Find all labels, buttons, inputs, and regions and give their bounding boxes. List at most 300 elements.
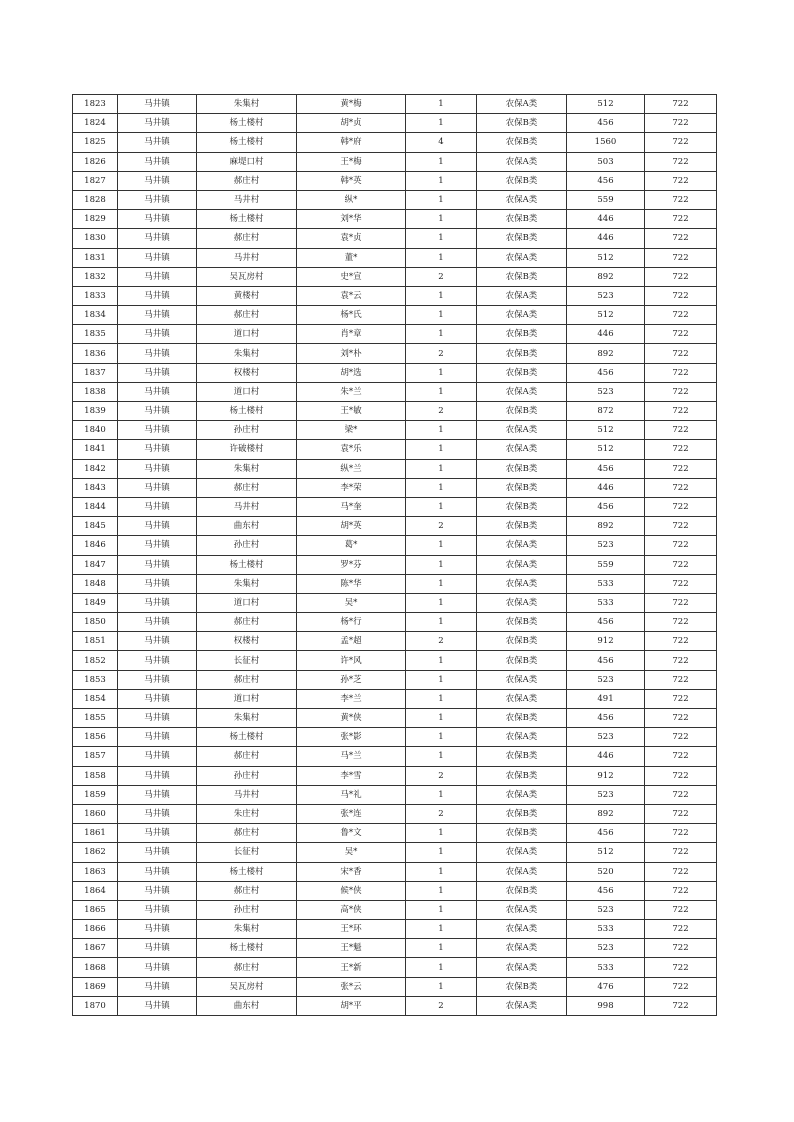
cell-name: 许*风 — [297, 651, 406, 670]
cell-standard: 722 — [645, 229, 717, 248]
cell-amount: 912 — [567, 766, 645, 785]
cell-name: 袁*乐 — [297, 440, 406, 459]
cell-name: 候*侠 — [297, 881, 406, 900]
cell-name: 韩*府 — [297, 133, 406, 152]
cell-insurance-category: 农保A类 — [477, 306, 567, 325]
cell-standard: 722 — [645, 824, 717, 843]
cell-standard: 722 — [645, 593, 717, 612]
cell-town: 马井镇 — [118, 689, 197, 708]
cell-amount: 892 — [567, 267, 645, 286]
cell-village: 孙庄村 — [197, 421, 297, 440]
cell-amount: 503 — [567, 152, 645, 171]
cell-amount: 456 — [567, 497, 645, 516]
cell-standard: 722 — [645, 210, 717, 229]
cell-town: 马井镇 — [118, 632, 197, 651]
cell-name: 王*敏 — [297, 402, 406, 421]
cell-household-size: 1 — [406, 593, 477, 612]
cell-household-size: 2 — [406, 632, 477, 651]
cell-town: 马井镇 — [118, 843, 197, 862]
cell-village: 道口村 — [197, 593, 297, 612]
cell-amount: 892 — [567, 804, 645, 823]
cell-amount: 456 — [567, 171, 645, 190]
cell-insurance-category: 农保B类 — [477, 325, 567, 344]
table-row — [73, 229, 717, 248]
cell-village: 杨土楼村 — [197, 939, 297, 958]
cell-village: 杨土楼村 — [197, 402, 297, 421]
cell-standard: 722 — [645, 862, 717, 881]
table-row — [73, 900, 717, 919]
cell-village: 权楼村 — [197, 363, 297, 382]
cell-town: 马井镇 — [118, 766, 197, 785]
cell-village: 郝庄村 — [197, 747, 297, 766]
cell-insurance-category: 农保A类 — [477, 996, 567, 1015]
cell-town: 马井镇 — [118, 248, 197, 267]
table-row — [73, 95, 717, 114]
cell-standard: 722 — [645, 459, 717, 478]
cell-town: 马井镇 — [118, 728, 197, 747]
cell-standard: 722 — [645, 785, 717, 804]
cell-name: 王*环 — [297, 920, 406, 939]
cell-name: 吴* — [297, 593, 406, 612]
table-row — [73, 709, 717, 728]
cell-village: 郝庄村 — [197, 478, 297, 497]
cell-household-size: 1 — [406, 286, 477, 305]
records-table-body — [73, 95, 717, 1016]
cell-amount: 533 — [567, 920, 645, 939]
cell-standard: 722 — [645, 382, 717, 401]
cell-household-size: 2 — [406, 766, 477, 785]
cell-standard: 722 — [645, 402, 717, 421]
cell-village: 吴瓦房村 — [197, 267, 297, 286]
cell-insurance-category: 农保B类 — [477, 651, 567, 670]
cell-household-size: 1 — [406, 114, 477, 133]
cell-standard: 722 — [645, 747, 717, 766]
cell-amount: 533 — [567, 574, 645, 593]
cell-town: 马井镇 — [118, 286, 197, 305]
cell-insurance-category: 农保A类 — [477, 862, 567, 881]
cell-insurance-category: 农保A类 — [477, 286, 567, 305]
records-table — [72, 94, 717, 1016]
cell-amount: 491 — [567, 689, 645, 708]
cell-row-number: 1858 — [73, 766, 118, 785]
cell-household-size: 1 — [406, 459, 477, 478]
cell-insurance-category: 农保B类 — [477, 517, 567, 536]
cell-standard: 722 — [645, 248, 717, 267]
cell-town: 马井镇 — [118, 171, 197, 190]
cell-household-size: 1 — [406, 709, 477, 728]
cell-standard: 722 — [645, 421, 717, 440]
table-row — [73, 593, 717, 612]
cell-insurance-category: 农保B类 — [477, 766, 567, 785]
cell-standard: 722 — [645, 843, 717, 862]
table-row — [73, 478, 717, 497]
cell-name: 杨*行 — [297, 613, 406, 632]
cell-amount: 912 — [567, 632, 645, 651]
cell-town: 马井镇 — [118, 517, 197, 536]
cell-amount: 476 — [567, 977, 645, 996]
cell-village: 道口村 — [197, 689, 297, 708]
cell-amount: 456 — [567, 824, 645, 843]
cell-insurance-category: 农保A类 — [477, 440, 567, 459]
cell-village: 道口村 — [197, 325, 297, 344]
cell-name: 胡*英 — [297, 517, 406, 536]
cell-name: 胡*平 — [297, 996, 406, 1015]
table-row — [73, 747, 717, 766]
cell-village: 朱集村 — [197, 95, 297, 114]
cell-standard: 722 — [645, 114, 717, 133]
table-row — [73, 804, 717, 823]
cell-village: 长征村 — [197, 843, 297, 862]
cell-amount: 512 — [567, 95, 645, 114]
cell-row-number: 1847 — [73, 555, 118, 574]
cell-row-number: 1837 — [73, 363, 118, 382]
cell-row-number: 1867 — [73, 939, 118, 958]
cell-household-size: 1 — [406, 171, 477, 190]
cell-village: 杨土楼村 — [197, 210, 297, 229]
cell-town: 马井镇 — [118, 306, 197, 325]
cell-village: 郝庄村 — [197, 306, 297, 325]
cell-standard: 722 — [645, 152, 717, 171]
cell-name: 刘*华 — [297, 210, 406, 229]
cell-amount: 523 — [567, 939, 645, 958]
cell-village: 郝庄村 — [197, 613, 297, 632]
cell-household-size: 1 — [406, 478, 477, 497]
cell-insurance-category: 农保B类 — [477, 171, 567, 190]
cell-row-number: 1849 — [73, 593, 118, 612]
cell-household-size: 1 — [406, 421, 477, 440]
cell-household-size: 2 — [406, 344, 477, 363]
cell-row-number: 1833 — [73, 286, 118, 305]
cell-village: 孙庄村 — [197, 766, 297, 785]
cell-insurance-category: 农保A类 — [477, 152, 567, 171]
cell-standard: 722 — [645, 286, 717, 305]
cell-standard: 722 — [645, 670, 717, 689]
cell-amount: 456 — [567, 459, 645, 478]
cell-household-size: 1 — [406, 785, 477, 804]
table-row — [73, 286, 717, 305]
cell-town: 马井镇 — [118, 996, 197, 1015]
cell-town: 马井镇 — [118, 958, 197, 977]
cell-standard: 722 — [645, 363, 717, 382]
cell-standard: 722 — [645, 536, 717, 555]
cell-amount: 446 — [567, 747, 645, 766]
cell-amount: 533 — [567, 593, 645, 612]
cell-insurance-category: 农保A类 — [477, 670, 567, 689]
cell-amount: 456 — [567, 651, 645, 670]
cell-insurance-category: 农保A类 — [477, 248, 567, 267]
cell-town: 马井镇 — [118, 152, 197, 171]
cell-amount: 456 — [567, 114, 645, 133]
cell-town: 马井镇 — [118, 593, 197, 612]
cell-amount: 456 — [567, 881, 645, 900]
table-row — [73, 574, 717, 593]
cell-standard: 722 — [645, 497, 717, 516]
table-row — [73, 171, 717, 190]
cell-name: 史*宣 — [297, 267, 406, 286]
cell-name: 张*连 — [297, 804, 406, 823]
cell-row-number: 1851 — [73, 632, 118, 651]
cell-village: 朱集村 — [197, 709, 297, 728]
cell-village: 马井村 — [197, 785, 297, 804]
cell-village: 郝庄村 — [197, 881, 297, 900]
cell-name: 袁*贞 — [297, 229, 406, 248]
cell-row-number: 1826 — [73, 152, 118, 171]
cell-household-size: 1 — [406, 843, 477, 862]
cell-household-size: 1 — [406, 977, 477, 996]
cell-household-size: 1 — [406, 881, 477, 900]
cell-name: 鲁*文 — [297, 824, 406, 843]
cell-village: 吴瓦房村 — [197, 977, 297, 996]
cell-row-number: 1866 — [73, 920, 118, 939]
cell-row-number: 1843 — [73, 478, 118, 497]
cell-name: 袁*云 — [297, 286, 406, 305]
cell-standard: 722 — [645, 133, 717, 152]
cell-household-size: 1 — [406, 382, 477, 401]
cell-insurance-category: 农保B类 — [477, 804, 567, 823]
table-row — [73, 363, 717, 382]
table-row — [73, 670, 717, 689]
cell-row-number: 1827 — [73, 171, 118, 190]
cell-household-size: 2 — [406, 804, 477, 823]
cell-household-size: 1 — [406, 920, 477, 939]
cell-amount: 892 — [567, 517, 645, 536]
cell-insurance-category: 农保A类 — [477, 728, 567, 747]
cell-town: 马井镇 — [118, 804, 197, 823]
table-row — [73, 497, 717, 516]
cell-household-size: 1 — [406, 747, 477, 766]
cell-standard: 722 — [645, 689, 717, 708]
cell-household-size: 1 — [406, 210, 477, 229]
cell-row-number: 1864 — [73, 881, 118, 900]
cell-standard: 722 — [645, 267, 717, 286]
cell-name: 马*奎 — [297, 497, 406, 516]
cell-village: 郝庄村 — [197, 958, 297, 977]
cell-town: 马井镇 — [118, 555, 197, 574]
cell-standard: 722 — [645, 900, 717, 919]
table-row — [73, 862, 717, 881]
cell-amount: 523 — [567, 536, 645, 555]
cell-insurance-category: 农保B类 — [477, 977, 567, 996]
cell-insurance-category: 农保A类 — [477, 574, 567, 593]
cell-row-number: 1862 — [73, 843, 118, 862]
cell-village: 马井村 — [197, 248, 297, 267]
table-row — [73, 728, 717, 747]
cell-name: 宋*香 — [297, 862, 406, 881]
cell-household-size: 1 — [406, 824, 477, 843]
cell-row-number: 1842 — [73, 459, 118, 478]
cell-household-size: 1 — [406, 497, 477, 516]
cell-household-size: 1 — [406, 190, 477, 209]
cell-row-number: 1865 — [73, 900, 118, 919]
cell-amount: 446 — [567, 210, 645, 229]
cell-insurance-category: 农保A类 — [477, 593, 567, 612]
cell-insurance-category: 农保A类 — [477, 785, 567, 804]
cell-name: 肖*章 — [297, 325, 406, 344]
cell-row-number: 1868 — [73, 958, 118, 977]
cell-town: 马井镇 — [118, 210, 197, 229]
cell-household-size: 1 — [406, 613, 477, 632]
cell-standard: 722 — [645, 440, 717, 459]
cell-household-size: 2 — [406, 517, 477, 536]
cell-village: 杨土楼村 — [197, 862, 297, 881]
cell-standard: 722 — [645, 766, 717, 785]
cell-standard: 722 — [645, 632, 717, 651]
cell-name: 孟*超 — [297, 632, 406, 651]
cell-name: 葛* — [297, 536, 406, 555]
cell-row-number: 1859 — [73, 785, 118, 804]
cell-name: 胡*贞 — [297, 114, 406, 133]
cell-standard: 722 — [645, 574, 717, 593]
table-row — [73, 785, 717, 804]
table-row — [73, 402, 717, 421]
cell-row-number: 1825 — [73, 133, 118, 152]
cell-village: 孙庄村 — [197, 536, 297, 555]
table-row — [73, 459, 717, 478]
cell-standard: 722 — [645, 344, 717, 363]
cell-village: 郝庄村 — [197, 171, 297, 190]
cell-row-number: 1857 — [73, 747, 118, 766]
cell-row-number: 1831 — [73, 248, 118, 267]
cell-insurance-category: 农保A类 — [477, 421, 567, 440]
table-row — [73, 958, 717, 977]
cell-household-size: 1 — [406, 363, 477, 382]
cell-village: 朱集村 — [197, 344, 297, 363]
cell-name: 梁* — [297, 421, 406, 440]
cell-name: 马*兰 — [297, 747, 406, 766]
cell-standard: 722 — [645, 939, 717, 958]
cell-amount: 559 — [567, 555, 645, 574]
cell-household-size: 1 — [406, 862, 477, 881]
cell-amount: 456 — [567, 363, 645, 382]
cell-village: 道口村 — [197, 382, 297, 401]
cell-insurance-category: 农保A类 — [477, 555, 567, 574]
cell-insurance-category: 农保A类 — [477, 382, 567, 401]
cell-town: 马井镇 — [118, 536, 197, 555]
cell-insurance-category: 农保B类 — [477, 459, 567, 478]
cell-row-number: 1839 — [73, 402, 118, 421]
cell-insurance-category: 农保A类 — [477, 958, 567, 977]
cell-town: 马井镇 — [118, 920, 197, 939]
cell-insurance-category: 农保B类 — [477, 363, 567, 382]
cell-insurance-category: 农保B类 — [477, 709, 567, 728]
cell-town: 马井镇 — [118, 939, 197, 958]
cell-standard: 722 — [645, 325, 717, 344]
cell-insurance-category: 农保A类 — [477, 689, 567, 708]
cell-insurance-category: 农保B类 — [477, 478, 567, 497]
cell-insurance-category: 农保B类 — [477, 497, 567, 516]
cell-insurance-category: 农保B类 — [477, 632, 567, 651]
cell-standard: 722 — [645, 958, 717, 977]
table-row — [73, 881, 717, 900]
cell-insurance-category: 农保B类 — [477, 613, 567, 632]
cell-name: 胡*选 — [297, 363, 406, 382]
cell-name: 罗*芬 — [297, 555, 406, 574]
cell-name: 黄*侠 — [297, 709, 406, 728]
cell-household-size: 2 — [406, 996, 477, 1015]
cell-amount: 512 — [567, 248, 645, 267]
cell-standard: 722 — [645, 996, 717, 1015]
table-row — [73, 766, 717, 785]
cell-name: 王*魁 — [297, 939, 406, 958]
table-row — [73, 651, 717, 670]
cell-amount: 456 — [567, 613, 645, 632]
cell-amount: 446 — [567, 325, 645, 344]
cell-insurance-category: 农保B类 — [477, 402, 567, 421]
cell-name: 马*礼 — [297, 785, 406, 804]
table-row — [73, 555, 717, 574]
cell-town: 马井镇 — [118, 785, 197, 804]
cell-village: 郝庄村 — [197, 670, 297, 689]
cell-standard: 722 — [645, 651, 717, 670]
cell-town: 马井镇 — [118, 133, 197, 152]
table-row — [73, 977, 717, 996]
cell-amount: 520 — [567, 862, 645, 881]
cell-name: 朱*兰 — [297, 382, 406, 401]
cell-town: 马井镇 — [118, 900, 197, 919]
cell-village: 郝庄村 — [197, 229, 297, 248]
cell-standard: 722 — [645, 728, 717, 747]
cell-row-number: 1838 — [73, 382, 118, 401]
cell-household-size: 1 — [406, 939, 477, 958]
cell-amount: 446 — [567, 478, 645, 497]
cell-insurance-category: 农保A类 — [477, 920, 567, 939]
cell-name: 吴* — [297, 843, 406, 862]
cell-name: 张*影 — [297, 728, 406, 747]
cell-name: 王*新 — [297, 958, 406, 977]
cell-amount: 892 — [567, 344, 645, 363]
table-row — [73, 689, 717, 708]
cell-village: 曲东村 — [197, 996, 297, 1015]
cell-town: 马井镇 — [118, 190, 197, 209]
cell-village: 朱集村 — [197, 459, 297, 478]
cell-insurance-category: 农保B类 — [477, 824, 567, 843]
cell-town: 马井镇 — [118, 747, 197, 766]
cell-row-number: 1830 — [73, 229, 118, 248]
cell-insurance-category: 农保A类 — [477, 843, 567, 862]
cell-household-size: 1 — [406, 689, 477, 708]
cell-row-number: 1863 — [73, 862, 118, 881]
cell-village: 郝庄村 — [197, 824, 297, 843]
cell-row-number: 1836 — [73, 344, 118, 363]
cell-household-size: 2 — [406, 402, 477, 421]
cell-name: 董* — [297, 248, 406, 267]
cell-row-number: 1841 — [73, 440, 118, 459]
cell-name: 韩*英 — [297, 171, 406, 190]
cell-town: 马井镇 — [118, 114, 197, 133]
table-row — [73, 248, 717, 267]
cell-village: 杨土楼村 — [197, 114, 297, 133]
table-row — [73, 190, 717, 209]
cell-village: 曲东村 — [197, 517, 297, 536]
cell-row-number: 1860 — [73, 804, 118, 823]
cell-household-size: 2 — [406, 267, 477, 286]
cell-amount: 523 — [567, 900, 645, 919]
cell-town: 马井镇 — [118, 670, 197, 689]
cell-town: 马井镇 — [118, 363, 197, 382]
table-row — [73, 306, 717, 325]
cell-amount: 998 — [567, 996, 645, 1015]
cell-row-number: 1823 — [73, 95, 118, 114]
cell-amount: 456 — [567, 709, 645, 728]
cell-name: 李*兰 — [297, 689, 406, 708]
table-row — [73, 536, 717, 555]
cell-town: 马井镇 — [118, 229, 197, 248]
cell-name: 张*云 — [297, 977, 406, 996]
cell-amount: 559 — [567, 190, 645, 209]
cell-name: 陈*华 — [297, 574, 406, 593]
cell-household-size: 1 — [406, 958, 477, 977]
cell-row-number: 1854 — [73, 689, 118, 708]
